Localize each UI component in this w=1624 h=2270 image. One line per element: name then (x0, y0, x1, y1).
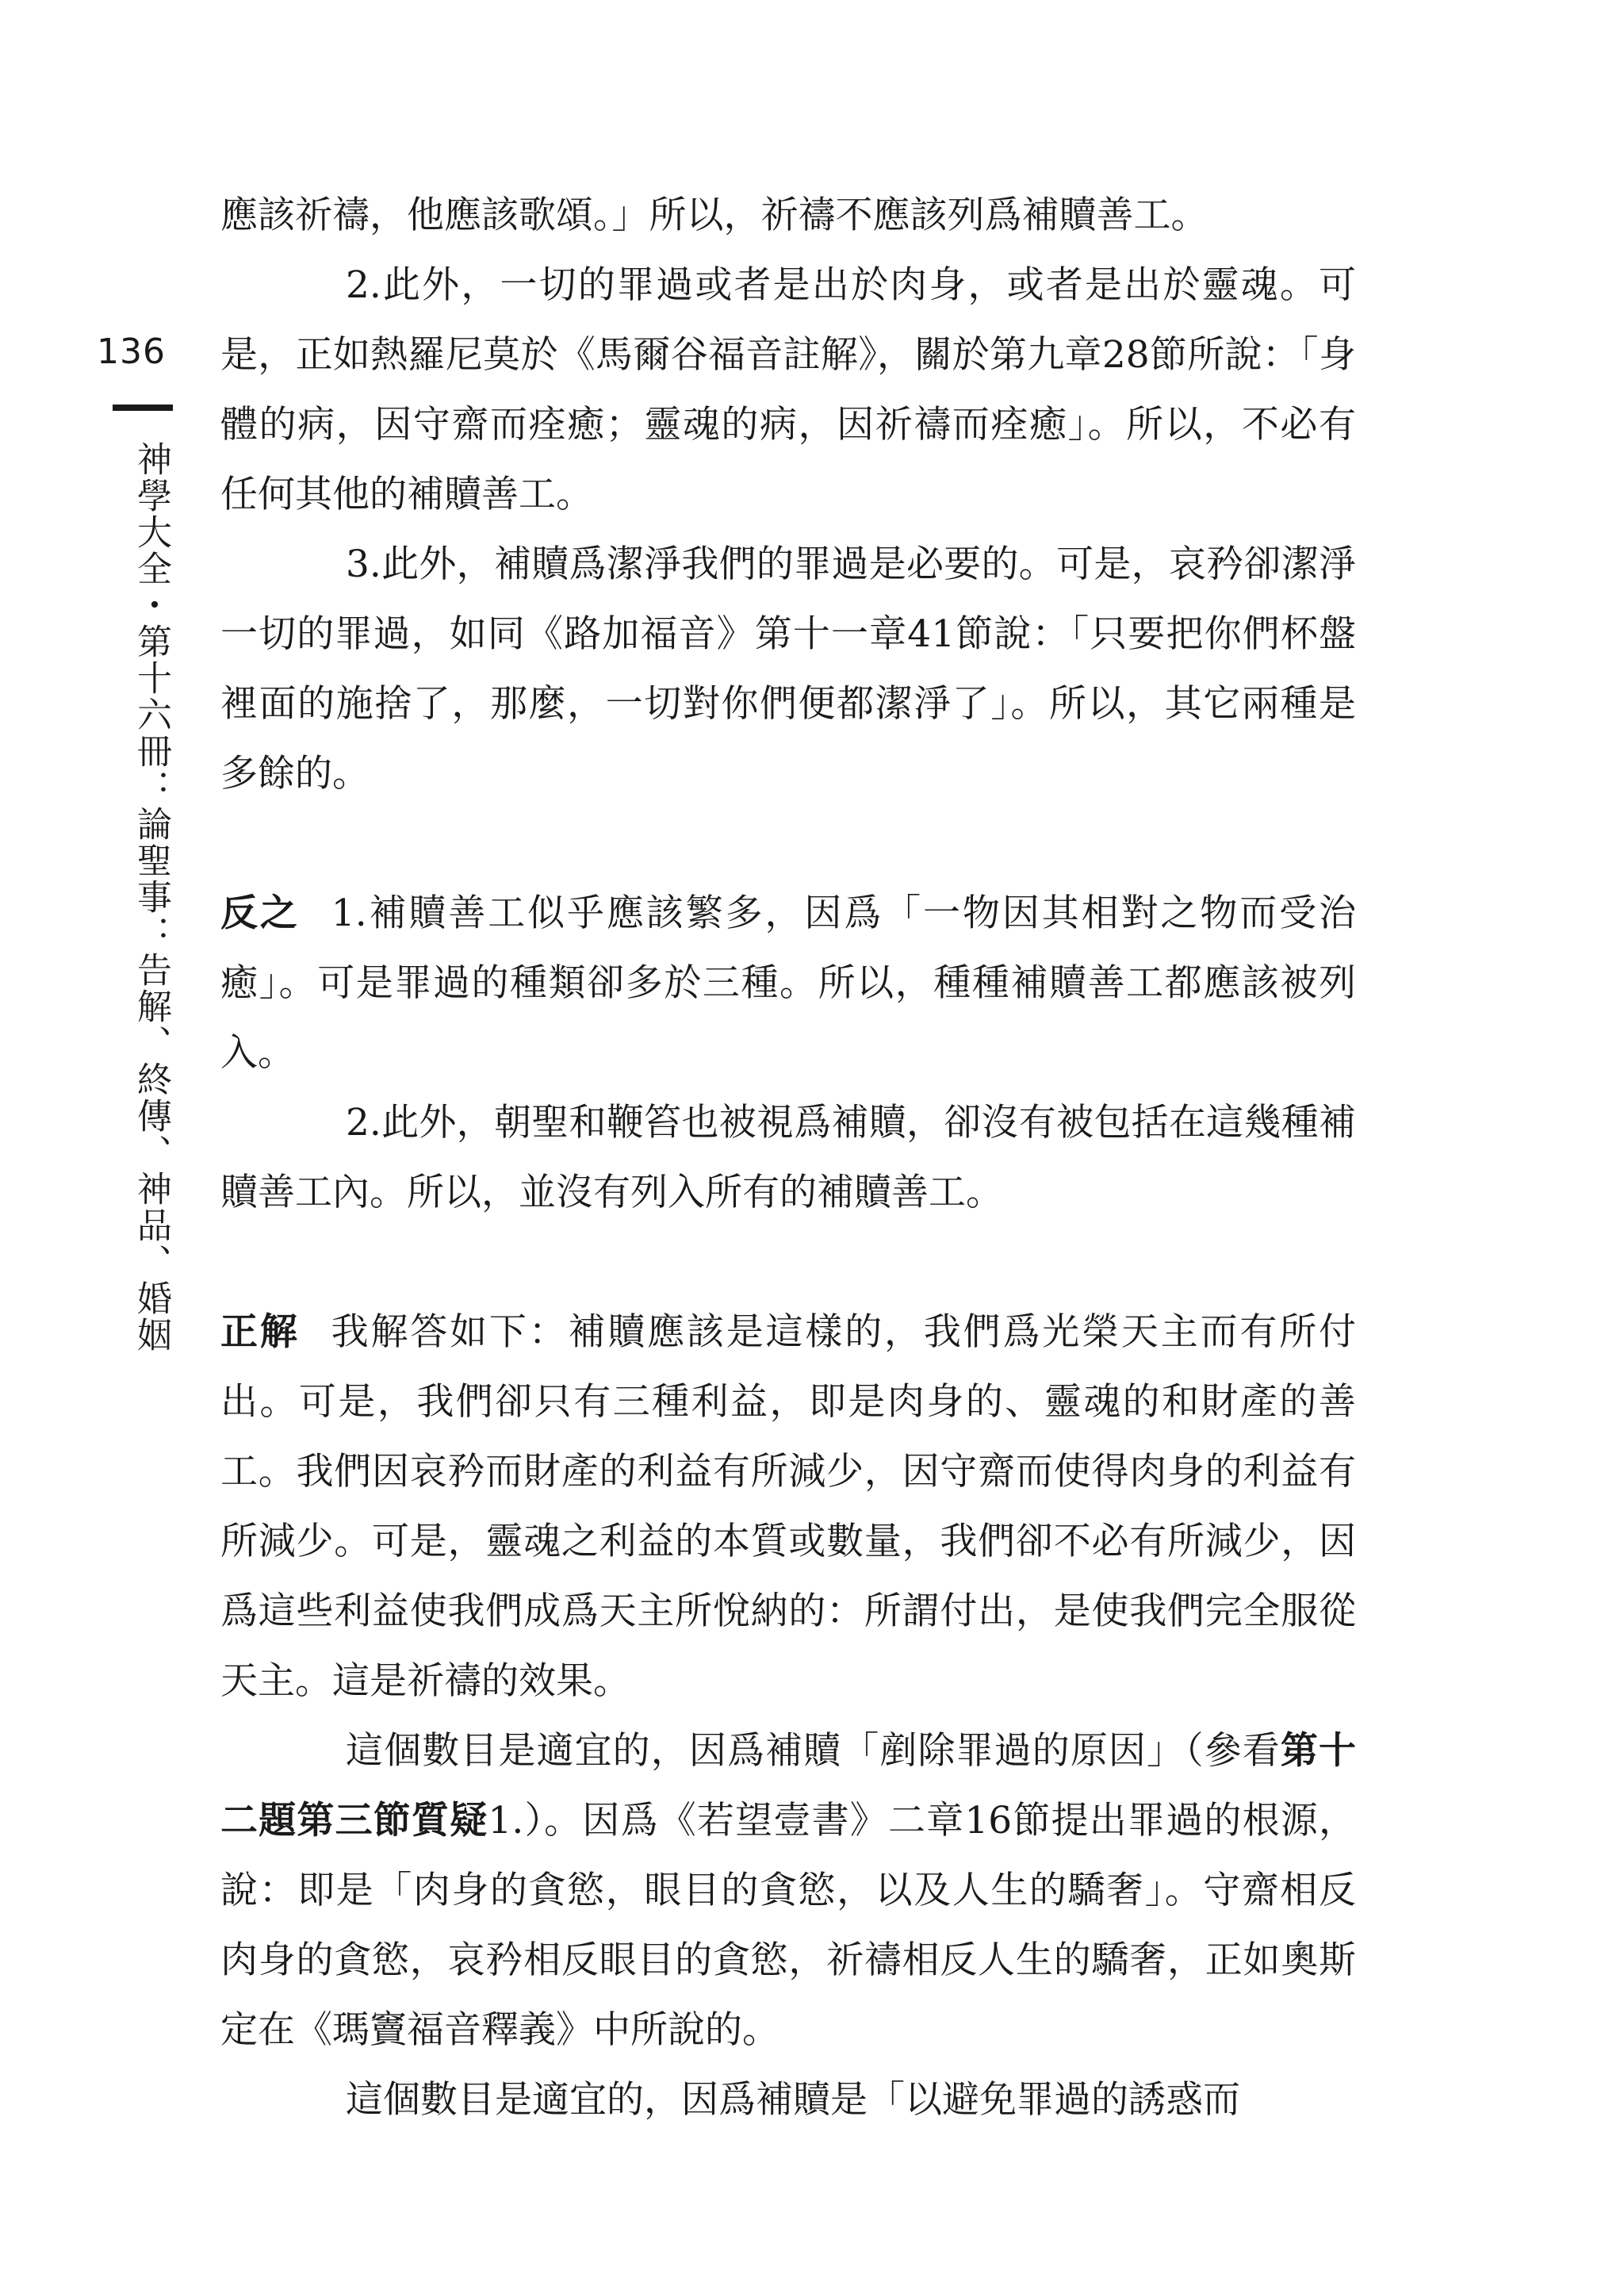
answer-text: 我解答如下：補贖應該是這樣的，我們爲光榮天主而有所付出。可是，我們卻只有三種利益，即是肉身的、靈魂的和財產的善工。我們因哀矜而財產的利益有所減少，因守齋而使得肉身的利益有所減少。可是，靈魂之利益的本質或數量，我們卻不必有所減少，因爲這些利益使我們成爲天主所悅納的：所謂付出，是使我們完全服從天主。這是祈禱的效果。 (220, 1310, 1357, 1703)
running-head: 神學大全・第十六冊：論聖事：告解、終傳、神品、婚姻 (131, 441, 171, 1353)
paragraph-on-the-contrary-2: 2.此外，朝聖和鞭笞也被視爲補贖，卻沒有被包括在這幾種補贖善工內。所以，並沒有列入所有的補贖善工。 (220, 1101, 1356, 1214)
paragraph-objection-continued: 應該祈禱，他應該歌頌。」所以，祈禱不應該列爲補贖善工。 (220, 194, 1208, 237)
paragraph-objection-3: 3.此外，補贖爲潔淨我們的罪過是必要的。可是，哀矜卻潔淨一切的罪過，如同《路加福音》第十一章41節說：「只要把你們杯盤裡面的施捨了，那麼，一切對你們便都潔淨了」。所以，其它兩種是多餘的。 (220, 543, 1356, 796)
on-the-contrary-text: 1.補贖善工似乎應該繁多，因爲「一物因其相對之物而受治癒」。可是罪過的種類卻多於三種。所以，種種補贖善工都應該被列入。 (220, 892, 1357, 1075)
fitting-1-text-a: 這個數目是適宜的，因爲補贖「剷除罪過的原因」（參看 (346, 1729, 1281, 1773)
answer-label: 正解 (220, 1310, 300, 1354)
paragraph-objection-2: 2.此外，一切的罪過或者是出於肉身，或者是出於靈魂。可是，正如熱羅尼莫於《馬爾谷福音註解》，關於第九章28節所說：「身體的病，因守齋而痊癒；靈魂的病，因祈禱而痊癒」。所以，不必有任何其他的補贖善工。 (220, 263, 1356, 516)
paragraph-number-fitting-2: 這個數目是適宜的，因爲補贖是「以避免罪過的誘惑而 (346, 2078, 1240, 2122)
body-text (220, 181, 1356, 2135)
paragraph-number-fitting-1 (220, 1716, 1356, 2065)
paragraph-on-the-contrary-1 (220, 879, 1356, 1088)
on-the-contrary-label: 反之 (220, 892, 300, 935)
page-number: 136 (97, 332, 166, 372)
paragraph-answer (220, 1298, 1356, 1716)
page-number-rule (113, 405, 173, 411)
fitting-1-text-b: 1.）。因爲《若望壹書》二章16節提出罪過的根源，說：即是「肉身的貪慾，眼目的貪慾，以及人生的驕奢」。守齋相反肉身的貪慾，哀矜相反眼目的貪慾，祈禱相反人生的驕奢，正如奧斯定在《瑪竇福音釋義》中所說的。 (220, 1799, 1357, 2052)
cross-reference: 第十二題第三節質疑 (220, 1729, 1357, 1842)
